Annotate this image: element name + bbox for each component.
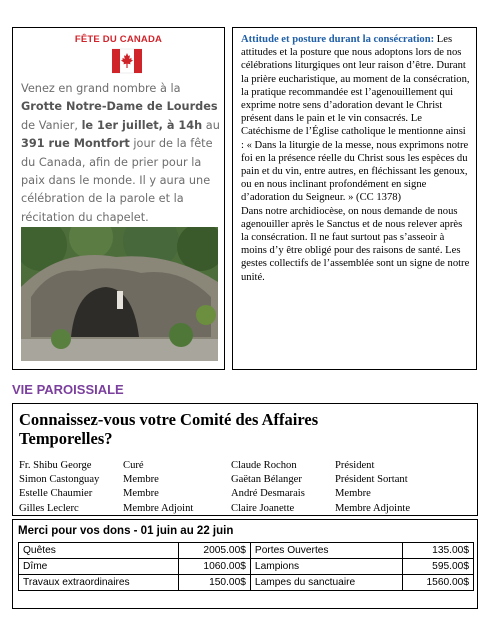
member-name: Gilles Leclerc [19, 502, 79, 514]
donation-label: Travaux extraordinaires [19, 575, 179, 591]
member-role: Président Sortant [335, 474, 408, 486]
text-segment: jour de la fête du Canada, afin de prier pour la paix dans le monde. Il y aura une célébration de la parole et la récitation du chapelet. [21, 137, 213, 224]
member-name: Gaëtan Bélanger [231, 474, 302, 486]
text-segment: de Vanier, [21, 118, 82, 132]
donation-label: Quêtes [19, 543, 179, 559]
member-row [19, 487, 473, 501]
committee-box [12, 403, 478, 516]
member-name: Claire Joanette [231, 502, 295, 514]
posture-text: Les attitudes et la posture que nous adoptons lors de nos célébrations liturgiques ont leur raison d’être. Durant la prière eucharistique, au moment de la consécration, la pratique recommandée est l’agenouillement qui exprime notre sens d’adoration devant le Christ présent dans le pain et le vin consacrés. Le Catéchisme de l’Église catholique le mentionne ainsi : « Dans la liturgie de la messe, nous exprimons notre foi en la présence réelle du Christ sous les espèces du pain et du vin, entre autres, en fléchissant les genoux, ou en nous inclinant profondément en signe d’adoration du Seigneur. » (CC 1378) [241, 34, 470, 204]
member-role: Membre Adjoint [123, 502, 194, 514]
canada-day-box [12, 27, 225, 370]
member-name: Claude Rochon [231, 460, 297, 471]
grotto-photo [21, 227, 218, 361]
donation-amount: 1060.00$ [179, 559, 250, 575]
table-row [19, 543, 474, 559]
section-title: VIE PAROISSIALE [12, 382, 124, 397]
member-role: Membre [123, 474, 159, 486]
grotto-name: Grotte Notre-Dame de Lourdes [21, 100, 218, 114]
member-role: Président [335, 460, 375, 471]
event-date: le 1er juillet, à 14h [81, 118, 203, 132]
donation-label: Dîme [19, 559, 179, 575]
donations-table [18, 542, 474, 591]
donation-label: Lampes du sanctuaire [250, 575, 402, 591]
member-row [19, 502, 473, 516]
donations-title: Merci pour vos dons - 01 juin au 22 juin [18, 525, 234, 537]
committee-title: Connaissez-vous votre Comité des Affaires Temporelles? [19, 410, 319, 448]
text-segment: Venez en grand nombre à la [21, 82, 181, 95]
member-role: Curé [123, 460, 144, 471]
posture-paragraph-1 [241, 33, 470, 205]
table-row [19, 559, 474, 575]
member-name: Fr. Shibu George [19, 460, 92, 471]
donations-box [12, 519, 478, 609]
donation-amount: 150.00$ [179, 575, 250, 591]
canada-day-title: FÊTE DU CANADA [74, 34, 163, 45]
canada-flag-icon [112, 47, 142, 75]
member-name: Simon Castonguay [19, 474, 100, 486]
member-role: Membre [123, 488, 159, 500]
canada-day-text [21, 80, 225, 227]
member-row [19, 459, 473, 473]
posture-paragraph-2: Dans notre archidiocèse, on nous demande de nous agenouiller après le Sanctus et de nous relever après la consécration. Il ne faut surtout pas s’asseoir à moins d’y être obligé pour des raisons de santé. Les gestes collectifs de l’assemblée sont un signe de notre unité. [241, 205, 470, 283]
donation-label: Lampions [250, 559, 402, 575]
text-segment: au [202, 118, 220, 132]
donation-amount: 595.00$ [402, 559, 473, 575]
member-name: André Desmarais [231, 488, 305, 500]
donation-amount: 1560.00$ [402, 575, 473, 591]
member-role: Membre Adjointe [335, 502, 411, 514]
member-role: Membre [335, 488, 371, 500]
posture-heading: Attitude et posture durant la consécration: [241, 34, 435, 45]
donation-amount: 135.00$ [402, 543, 473, 559]
donation-label: Portes Ouvertes [250, 543, 402, 559]
consecration-posture-box [232, 27, 477, 370]
table-row [19, 575, 474, 591]
event-address: 391 rue Montfort [21, 137, 130, 151]
member-name: Estelle Chaumier [19, 488, 93, 500]
committee-members [19, 459, 473, 516]
member-row [19, 473, 473, 487]
donation-amount: 2005.00$ [179, 543, 250, 559]
